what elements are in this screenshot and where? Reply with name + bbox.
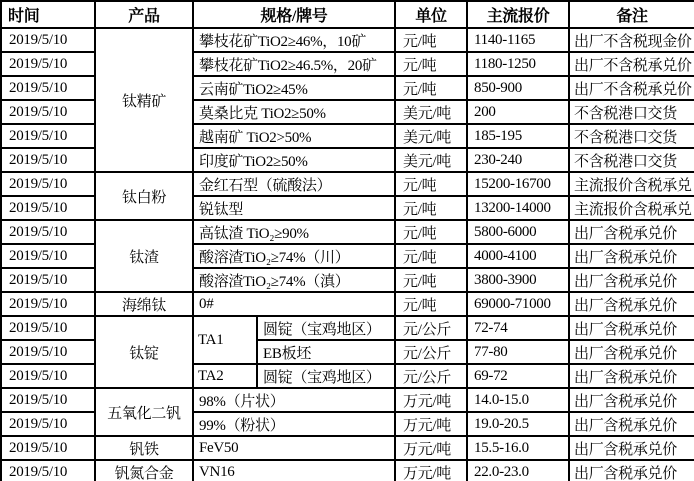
cell-note: 出厂含税承兑价 (569, 316, 694, 340)
cell-date: 2019/5/10 (1, 436, 95, 460)
table-row (1, 460, 694, 481)
cell-note: 不含税港口交货 (569, 148, 694, 172)
cell-date: 2019/5/10 (1, 292, 95, 316)
cell-price: 850-900 (467, 76, 569, 100)
cell-note: 出厂含税承兑价 (569, 340, 694, 364)
cell-note: 出厂含税承兑价 (569, 292, 694, 316)
cell-spec: 99%（粉状） (193, 412, 395, 436)
cell-spec: 98%（片状） (193, 388, 395, 412)
cell-price: 72-74 (467, 316, 569, 340)
cell-product: 海绵钛 (95, 292, 193, 316)
cell-unit: 元/吨 (395, 268, 467, 292)
cell-note: 出厂不含税承兑价 (569, 76, 694, 100)
cell-unit: 元/吨 (395, 76, 467, 100)
cell-note: 主流报价含税承兑 (569, 196, 694, 220)
column-header-spec: 规格/牌号 (193, 1, 395, 28)
cell-price: 1140-1165 (467, 28, 569, 52)
column-header-time: 时间 (1, 1, 95, 28)
cell-spec: 印度矿TiO2≥50% (193, 148, 395, 172)
cell-note: 出厂含税承兑价 (569, 268, 694, 292)
cell-price: 5800-6000 (467, 220, 569, 244)
cell-price: 4000-4100 (467, 244, 569, 268)
cell-note: 出厂含税承兑价 (569, 220, 694, 244)
cell-product: 五氧化二钒 (95, 388, 193, 436)
cell-note: 出厂含税承兑价 (569, 412, 694, 436)
table-row (1, 28, 694, 52)
cell-date: 2019/5/10 (1, 340, 95, 364)
cell-date: 2019/5/10 (1, 412, 95, 436)
cell-unit: 元/吨 (395, 292, 467, 316)
cell-date: 2019/5/10 (1, 244, 95, 268)
cell-unit: 美元/吨 (395, 124, 467, 148)
table-row (1, 220, 694, 244)
cell-price: 1180-1250 (467, 52, 569, 76)
cell-date: 2019/5/10 (1, 220, 95, 244)
column-header-product: 产品 (95, 1, 193, 28)
cell-unit: 元/公斤 (395, 340, 467, 364)
cell-note: 不含税港口交货 (569, 124, 694, 148)
cell-note: 出厂含税承兑价 (569, 460, 694, 481)
cell-product: 钒铁 (95, 436, 193, 460)
cell-date: 2019/5/10 (1, 76, 95, 100)
cell-date: 2019/5/10 (1, 460, 95, 481)
cell-price: 200 (467, 100, 569, 124)
table-row (1, 172, 694, 196)
cell-unit: 元/吨 (395, 52, 467, 76)
cell-product: 钛锭 (95, 316, 193, 388)
cell-note: 不含税港口交货 (569, 100, 694, 124)
cell-unit: 万元/吨 (395, 388, 467, 412)
cell-unit: 元/公斤 (395, 316, 467, 340)
cell-product: 钛渣 (95, 220, 193, 292)
cell-unit: 美元/吨 (395, 148, 467, 172)
cell-price: 15200-16700 (467, 172, 569, 196)
cell-spec: 莫桑比克 TiO2≥50% (193, 100, 395, 124)
cell-price: 22.0-23.0 (467, 460, 569, 481)
cell-unit: 万元/吨 (395, 436, 467, 460)
cell-unit: 万元/吨 (395, 412, 467, 436)
cell-product: 钒氮合金 (95, 460, 193, 481)
table-row (1, 316, 694, 340)
cell-date: 2019/5/10 (1, 172, 95, 196)
cell-date: 2019/5/10 (1, 196, 95, 220)
cell-spec: 高钛渣 TiO₂≥90% (193, 220, 395, 244)
cell-unit: 元/吨 (395, 244, 467, 268)
cell-date: 2019/5/10 (1, 124, 95, 148)
cell-unit: 元/吨 (395, 220, 467, 244)
cell-date: 2019/5/10 (1, 268, 95, 292)
column-header-note: 备注 (569, 1, 694, 28)
cell-product: 钛白粉 (95, 172, 193, 220)
cell-form: 圆锭（宝鸡地区） (257, 316, 395, 340)
cell-price: 15.5-16.0 (467, 436, 569, 460)
cell-date: 2019/5/10 (1, 364, 95, 388)
header-row (1, 1, 694, 28)
table-row (1, 388, 694, 412)
cell-date: 2019/5/10 (1, 316, 95, 340)
cell-price: 3800-3900 (467, 268, 569, 292)
cell-date: 2019/5/10 (1, 100, 95, 124)
cell-price: 19.0-20.5 (467, 412, 569, 436)
cell-price: 14.0-15.0 (467, 388, 569, 412)
cell-price: 69-72 (467, 364, 569, 388)
cell-form: 圆锭（宝鸡地区） (257, 364, 395, 388)
cell-unit: 元/吨 (395, 172, 467, 196)
cell-date: 2019/5/10 (1, 148, 95, 172)
cell-spec: 0# (193, 292, 395, 316)
cell-spec: 越南矿 TiO2>50% (193, 124, 395, 148)
cell-price: 77-80 (467, 340, 569, 364)
cell-spec: 云南矿TiO2≥45% (193, 76, 395, 100)
cell-unit: 万元/吨 (395, 460, 467, 481)
column-header-unit: 单位 (395, 1, 467, 28)
cell-unit: 元/公斤 (395, 364, 467, 388)
cell-spec: 攀枝花矿TiO2≥46.5%，20矿 (193, 52, 395, 76)
table-row (1, 436, 694, 460)
cell-product: 钛精矿 (95, 28, 193, 172)
cell-form: EB板坯 (257, 340, 395, 364)
cell-note: 出厂不含税现金价 (569, 28, 694, 52)
cell-note: 出厂含税承兑价 (569, 388, 694, 412)
cell-spec: 酸溶渣TiO₂≥74%（川） (193, 244, 395, 268)
cell-date: 2019/5/10 (1, 388, 95, 412)
cell-date: 2019/5/10 (1, 28, 95, 52)
cell-spec: 金红石型（硫酸法） (193, 172, 395, 196)
cell-note: 出厂含税承兑价 (569, 364, 694, 388)
cell-spec: 酸溶渣TiO₂≥74%（滇） (193, 268, 395, 292)
cell-note: 出厂含税承兑价 (569, 244, 694, 268)
cell-unit: 元/吨 (395, 196, 467, 220)
cell-grade: TA2 (193, 364, 257, 388)
cell-spec: 攀枝花矿TiO2≥46%，10矿 (193, 28, 395, 52)
cell-price: 185-195 (467, 124, 569, 148)
cell-note: 出厂不含税承兑价 (569, 52, 694, 76)
cell-date: 2019/5/10 (1, 52, 95, 76)
cell-spec: 锐钛型 (193, 196, 395, 220)
cell-unit: 元/吨 (395, 28, 467, 52)
cell-note: 出厂含税承兑价 (569, 436, 694, 460)
cell-spec: VN16 (193, 460, 395, 481)
cell-price: 230-240 (467, 148, 569, 172)
cell-price: 69000-71000 (467, 292, 569, 316)
cell-spec: FeV50 (193, 436, 395, 460)
cell-unit: 美元/吨 (395, 100, 467, 124)
cell-note: 主流报价含税承兑 (569, 172, 694, 196)
cell-grade: TA1 (193, 316, 257, 364)
cell-price: 13200-14000 (467, 196, 569, 220)
table-row (1, 292, 694, 316)
column-header-price: 主流报价 (467, 1, 569, 28)
